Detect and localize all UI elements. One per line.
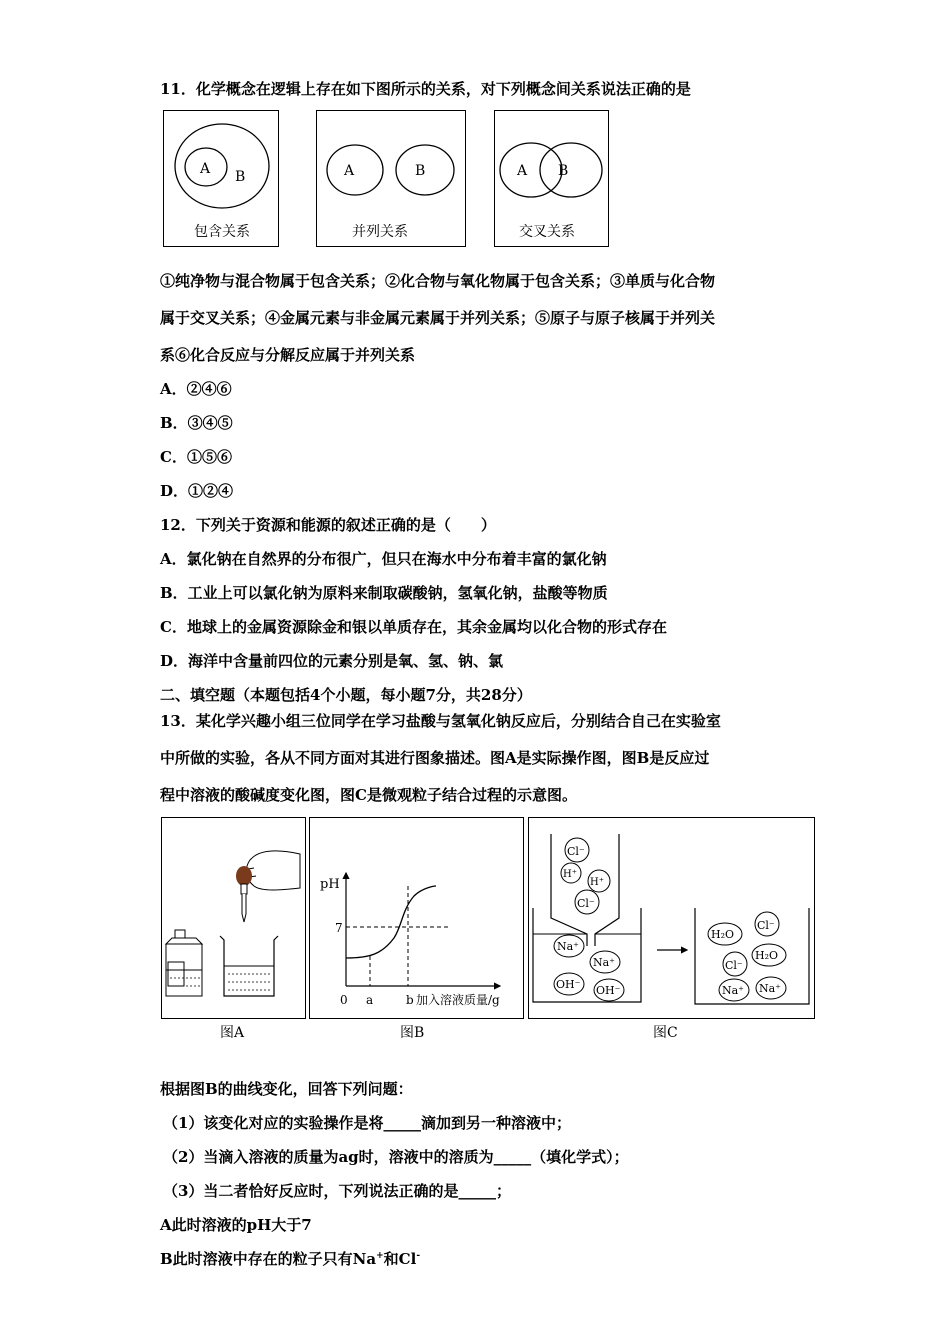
venn-caption: 包含关系 (194, 224, 250, 240)
figure-b-caption: 图B (400, 1025, 425, 1041)
venn-label-b: B (415, 163, 426, 179)
q12-option-c: C．地球上的金属资源除金和银以单质存在，其余金属均以化合物的形式存在 (160, 618, 667, 636)
answer-b-sup1: + (376, 1251, 384, 1261)
q13-question-1: （1）该变化对应的实验操作是将_____滴加到另一种溶液中； (163, 1114, 571, 1132)
figure-c (528, 817, 815, 1019)
venn-label-a: A (517, 163, 528, 179)
q13-stem-line: 程中溶液的酸碱度变化图，图C是微观粒子结合过程的示意图。 (160, 786, 577, 804)
q11-statement-line: 系⑥化合反应与分解反应属于并列关系 (160, 346, 416, 364)
ion: Cl⁻ (725, 959, 743, 972)
venn-parallel (316, 110, 466, 247)
ion: Na⁺ (557, 940, 579, 953)
answer-b-sup2: - (416, 1251, 421, 1261)
venn-intersection (494, 110, 609, 247)
x-axis-label: 加入溶液质量/g (416, 993, 500, 1007)
q13-stem-line: 中所做的实验，各从不同方面对其进行图象描述。图A是实际操作图，图B是反应过 (160, 749, 710, 767)
ion: Cl⁻ (567, 845, 585, 858)
venn-label-b: B (235, 169, 246, 185)
q11-option-d: D．①②④ (160, 482, 234, 500)
venn-label-a: A (344, 163, 355, 179)
answer-b-prefix: B此时溶液中存在的粒子只有Na (160, 1250, 377, 1268)
q11-statement-line: ①纯净物与混合物属于包含关系；②化合物与氧化物属于包含关系；③单质与化合物 (160, 272, 716, 290)
venn-label-b: B (558, 163, 569, 179)
ion: Na⁺ (722, 984, 744, 997)
q13-answer-b (160, 1248, 420, 1269)
venn-caption: 交叉关系 (519, 224, 575, 240)
molecule: H₂O (755, 949, 779, 962)
q13-question-2: （2）当滴入溶液的质量为ag时，溶液中的溶质为_____（填化学式）； (163, 1148, 629, 1166)
ph-curve (346, 886, 436, 958)
q13-stem-line: 13．某化学兴趣小组三位同学在学习盐酸与氢氧化钠反应后，分别结合自己在实验室 (160, 712, 721, 730)
q12-option-b: B．工业上可以氯化钠为原料来制取碳酸钠，氢氧化钠，盐酸等物质 (160, 584, 608, 602)
x-tick-0: 0 (340, 993, 348, 1007)
q11-option-c: C．①⑤⑥ (160, 448, 232, 466)
x-tick-a: a (366, 993, 374, 1007)
figure-a-apparatus (162, 818, 305, 1018)
q12-stem: 12．下列关于资源和能源的叙述正确的是（ ） (160, 516, 496, 534)
q11-stem: 11．化学概念在逻辑上存在如下图所示的关系，对下列概念间关系说法正确的是 (160, 80, 691, 98)
q11-option-a: A．②④⑥ (160, 380, 232, 398)
figure-a-caption: 图A (220, 1025, 245, 1041)
venn-caption: 并列关系 (352, 224, 408, 240)
ion: H⁺ (563, 869, 577, 880)
figure-c-caption: 图C (653, 1025, 678, 1041)
x-tick-b: b (406, 993, 414, 1007)
q12-option-d: D．海洋中含量前四位的元素分别是氧、氢、钠、氯 (160, 652, 504, 670)
ion: Cl⁻ (757, 919, 775, 932)
ion: OH⁻ (556, 978, 581, 991)
venn-containment (163, 110, 279, 247)
q11-option-b: B．③④⑤ (160, 414, 233, 432)
q13-question-3: （3）当二者恰好反应时，下列说法正确的是_____； (163, 1182, 511, 1200)
ion: Na⁺ (759, 982, 781, 995)
figure-b (309, 817, 524, 1019)
ion: OH⁻ (596, 984, 621, 997)
q11-statement-line: 属于交叉关系；④金属元素与非金属元素属于并列关系；⑤原子与原子核属于并列关 (160, 309, 716, 327)
figure-a (161, 817, 306, 1019)
figure-c-diagram (529, 818, 814, 1018)
y-tick-7: 7 (335, 921, 343, 935)
ion: Na⁺ (593, 956, 615, 969)
figure-b-chart (310, 818, 523, 1018)
q13-answer-a: A此时溶液的pH大于7 (160, 1216, 312, 1234)
y-axis-label: pH (320, 877, 340, 892)
q12-option-a: A．氯化钠在自然界的分布很广，但只在海水中分布着丰富的氯化钠 (160, 550, 607, 568)
ion: Cl⁻ (577, 897, 595, 910)
molecule: H₂O (711, 928, 735, 941)
venn-label-a: A (200, 161, 211, 177)
answer-b-mid: 和Cl (383, 1250, 417, 1268)
section-heading: 二、填空题（本题包括4个小题，每小题7分，共28分） (160, 686, 532, 704)
ion: H⁺ (590, 877, 604, 888)
q13-prompt: 根据图B的曲线变化，回答下列问题： (160, 1080, 413, 1098)
